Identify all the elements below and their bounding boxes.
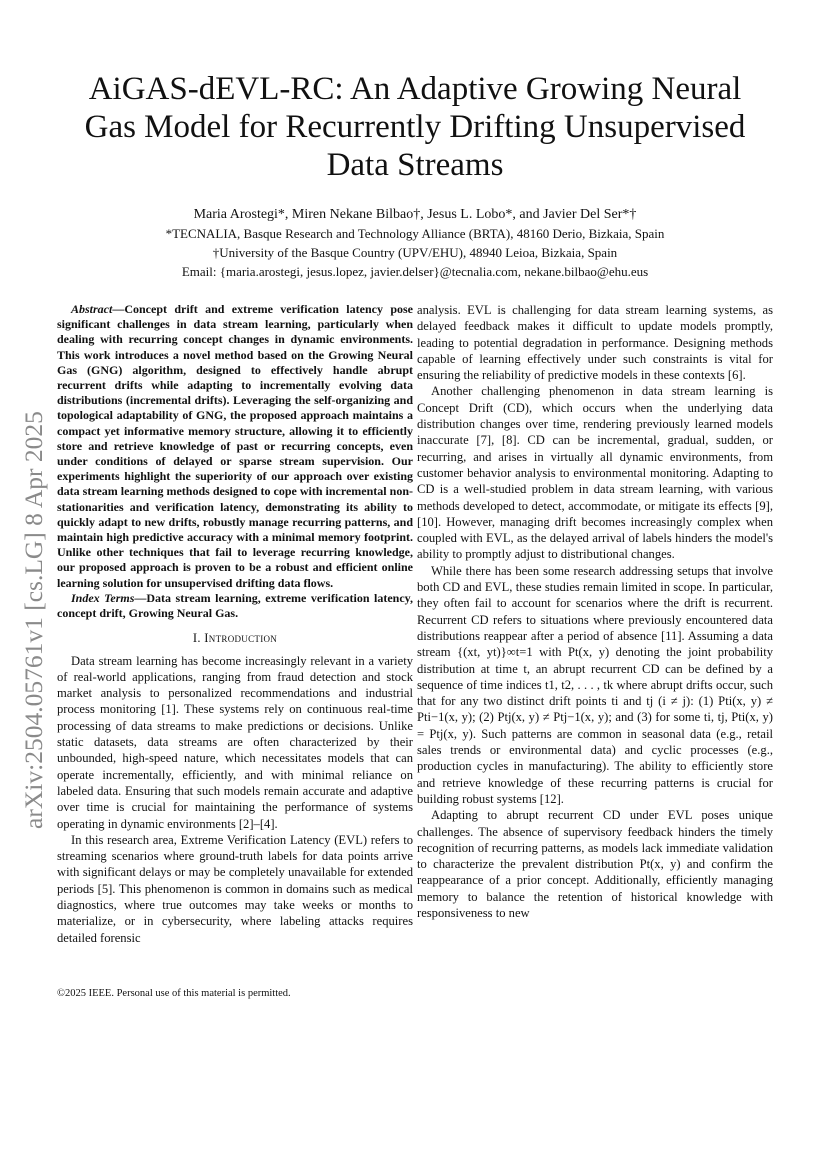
right-column bbox=[417, 302, 773, 921]
index-terms-label: Index Terms bbox=[71, 590, 135, 605]
paragraph: While there has been some research addressing setups that involve both CD and EVL, these studies remain limited in scope. In particular, they often fail to account for scenarios where the drift is recurrent. Recurrent CD refers to situations where previously encountered data distributions reappear after a period of absence [11]. Assuming a data stream {(xt, yt)}∞t=1 with Pt(x, y) denoting the joint probability distribution at time t, an abrupt recurrent CD can be defined by a sequence of time indices t1, t2, . . . , tk where abrupt drifts occur, such that for any two distinct drift points ti and tj (i ≠ j): (1) Pti(x, y) ≠ Pti−1(x, y); (2) Ptj(x, y) ≠ Ptj−1(x, y); and (3) for some ti, tj, Pti(x, y) = Ptj(x, y). Such patterns are common in seasonal data (e.g., retail sales trends or environmental data) and cyclic processes (e.g., production cycles in manufacturing). The ability to efficiently store and retrieve knowledge of these recurring patterns is crucial for building robust systems [12]. bbox=[417, 563, 773, 806]
affiliation-tecnalia: *TECNALIA, Basque Research and Technology Alliance (BRTA), 48160 Derio, Bizkaia, Spain bbox=[165, 226, 665, 241]
arxiv-stamp bbox=[10, 370, 58, 870]
paragraph: Another challenging phenomenon in data stream learning is Concept Drift (CD), which occurs when the underlying data distribution changes over time, rendering previously learned models inaccurate [7], [8]. CD can be incremental, gradual, sudden, or recurring, and arises in virtually all dynamic environments, from customer behavior analysis to environmental monitoring. Adapting to CD is a well-studied problem in data stream learning, with various methods developed to detect, accommodate, or mitigate its effects [9], [10]. However, managing drift becomes increasingly complex when coupled with EVL, as the delayed arrival of labels hinders the model's ability to promptly adjust to distributional changes. bbox=[417, 384, 773, 562]
arxiv-stamp-text: arXiv:2504.05761v1 [cs.LG] 8 Apr 2025 bbox=[19, 411, 48, 829]
paragraph: Adapting to abrupt recurrent CD under EVL poses unique challenges. The absence of supervisory feedback hinders the timely recognition of recurring patterns, as models lack immediate validation to characterize the prevalent distribution Pt(x, y) and confirm the reappearance of a prior concept. Additionally, efficiently managing memory to balance the retention of historical knowledge with responsiveness to new bbox=[417, 808, 773, 920]
paragraph: In this research area, Extreme Verification Latency (EVL) refers to streaming scenarios where ground-truth labels for data points arrive with significant delays or may be completely unavailable for extended periods [5]. This phenomenon is common in domains such as medical diagnostics, where true outcomes may take weeks or months to materialize, or in cybersecurity, where labeling attacks requires detailed forensic bbox=[57, 832, 413, 945]
author-list: Maria Arostegi*, Miren Nekane Bilbao†, Jesus L. Lobo*, and Javier Del Ser*† bbox=[193, 207, 637, 222]
paragraph: Data stream learning has become increasingly relevant in a variety of real-world applications, ranging from fraud detection and stock market analysis to personalized recommendations and industrial process monitoring [1]. These systems rely on continuous real-time processing of data streams to make predictions or decisions. Unlike static datasets, data streams are often characterized by their unbounded, high-speed nature, which necessitates models that can operate incrementally, efficiently, and with minimal reliance on labeled data. Ensuring that such models remain accurate and adaptive over time is crucial for maintaining the performance of systems operating in dynamic environments [2]–[4]. bbox=[57, 653, 413, 831]
index-terms-text: —Data stream learning, extreme verification latency, concept drift, Growing Neural Gas. bbox=[57, 590, 413, 621]
paragraph: analysis. EVL is challenging for data stream learning systems, as delayed feedback makes it difficult to update models promptly, leading to potential degradation in performance. Designing methods capable of learning effectively under such constraints is vital for ensuring the reliability of predictive models in these contexts [6]. bbox=[417, 303, 773, 383]
affiliations bbox=[60, 224, 770, 281]
index-terms bbox=[57, 591, 413, 621]
paper-title: AiGAS-dEVL-RC: An Adaptive Growing Neural Gas Model for Recurrently Drifting Unsupervised Data Streams bbox=[84, 71, 746, 183]
abstract bbox=[57, 302, 413, 591]
copyright-footnote: ©2025 IEEE. Personal use of this material is permitted. bbox=[57, 988, 291, 999]
abstract-label: Abstract bbox=[71, 302, 113, 316]
left-column bbox=[57, 302, 413, 946]
author-emails: Email: {maria.arostegi, jesus.lopez, javier.delser}@tecnalia.com, nekane.bilbao@ehu.eus bbox=[181, 264, 649, 279]
affiliation-upv-ehu: †University of the Basque Country (UPV/EHU), 48940 Leioa, Bizkaia, Spain bbox=[212, 245, 618, 260]
section-heading-introduction: I. Introduction bbox=[192, 631, 278, 646]
abstract-text: —Concept drift and extreme verification latency pose significant challenges in data stream learning, particularly when dealing with recurring concept changes in dynamic environments. This work introduces a novel method based on the Growing Neural Gas (GNG) algorithm, designed to effectively handle abrupt recurrent drifts while adapting to incrementally evolving data distributions (incremental drifts). Leveraging the self-organizing and topological adaptability of GNG, the proposed approach maintains a compact yet informative memory structure, allowing it to efficiently store and retrieve knowledge of past or recurring concepts, even under conditions of delayed or sparse stream supervision. Our experiments highlight the superiority of our approach over existing data stream learning methods designed to cope with incremental non-stationarities and verification latency, demonstrating its ability to quickly adapt to new drifts, robustly manage recurring patterns, and maintain high predictive accuracy with a minimal memory footprint. Unlike other techniques that fail to leverage recurring knowledge, our proposed approach is proven to be a robust and efficient online learning solution for unsupervised drifting data flows. bbox=[57, 302, 413, 590]
